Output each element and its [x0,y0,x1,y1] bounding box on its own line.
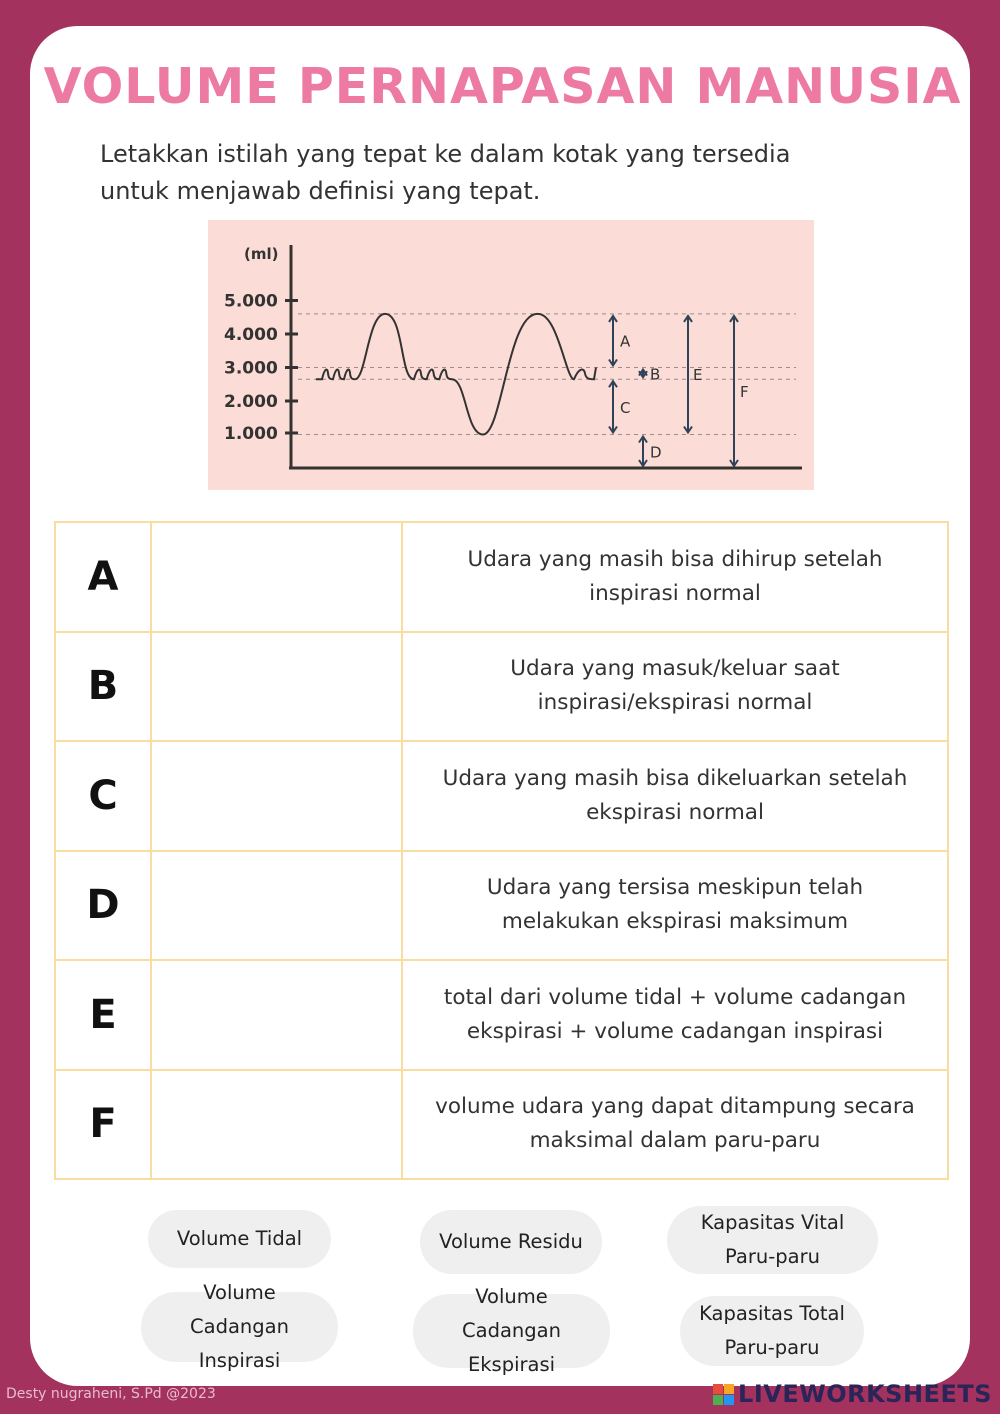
option-chip-volume-cadangan-ekspirasi[interactable] [413,1285,610,1376]
instruction-line-2: untuk menjawab definisi yang tepat. [100,177,541,205]
option-label: Kapasitas Vital [700,1211,845,1234]
row-letter: C [55,741,151,851]
drop-box-f[interactable] [151,1070,402,1180]
option-label: Volume Tidal [176,1227,303,1250]
spirogram-chart [208,220,814,490]
definition-line: ekspirasi + volume cadangan inspirasi [466,1018,884,1044]
definition-line: melakukan ekspirasi maksimum [501,909,849,935]
answer-row-c [55,741,948,851]
definition-line: inspirasi normal [589,580,761,606]
logo-square [724,1384,734,1394]
logo-square [724,1395,734,1405]
definition-text [402,632,948,742]
row-letter: D [55,851,151,961]
definition-line: Udara yang tersisa meskipun telah [486,875,864,901]
instruction-line-1: Letakkan istilah yang tepat ke dalam kotak yang tersedia [100,140,791,168]
answer-row-a [55,522,948,632]
drop-box-c[interactable] [151,741,402,851]
logo-square [713,1384,723,1394]
chart-y-label: (ml) [244,245,279,263]
option-label: Volume Cadangan [190,1281,289,1338]
answer-row-d [55,851,948,961]
option-chip-volume-residu[interactable] [420,1210,602,1274]
definition-line: Udara yang masih bisa dikeluarkan setelah [442,765,908,791]
drop-box-d[interactable] [151,851,402,961]
drop-box-a[interactable] [151,522,402,632]
liveworksheets-logo-icon [713,1384,734,1405]
definition-text [402,1070,948,1180]
option-chip-kapasitas-total[interactable] [680,1296,864,1366]
y-tick-label: 3.000 [224,358,278,379]
option-label: Kapasitas Total [699,1302,845,1325]
instruction-text [100,136,880,210]
credit-text: Desty nugraheni, S.Pd @2023 [6,1386,216,1402]
option-chip-volume-tidal[interactable] [148,1210,331,1268]
definition-line: ekspirasi normal [586,799,764,825]
answer-row-b [55,632,948,742]
definition-text [402,741,948,851]
answer-row-e [55,960,948,1070]
option-label-2: Inspirasi [198,1349,281,1372]
row-letter: E [55,960,151,1070]
answer-table [54,521,949,1180]
definition-line: total dari volume tidal + volume cadangan [443,984,907,1010]
option-label: Volume Cadangan [462,1285,561,1342]
bracket-label: F [740,382,749,401]
definition-line: inspirasi/ekspirasi normal [537,690,813,716]
drop-box-e[interactable] [151,960,402,1070]
definition-line: volume udara yang dapat ditampung secara [435,1094,915,1120]
definition-line: Udara yang masih bisa dihirup setelah [467,546,883,572]
page-title: VOLUME PERNAPASAN MANUSIA [43,58,962,115]
definition-line: maksimal dalam paru-paru [529,1128,821,1154]
bracket-label: E [693,366,703,385]
bracket-label: A [620,332,631,351]
definition-text [402,851,948,961]
row-letter: B [55,632,151,742]
spirogram-curve [316,314,596,435]
bracket-label: B [650,365,661,384]
spirogram-svg [208,220,814,490]
definition-text [402,960,948,1070]
option-chip-kapasitas-vital[interactable] [667,1206,878,1274]
y-tick-label: 5.000 [224,291,278,312]
option-chip-volume-cadangan-inspirasi[interactable] [141,1281,338,1372]
drop-box-b[interactable] [151,632,402,742]
option-label-2: Paru-paru [725,1245,820,1268]
y-tick-label: 2.000 [224,392,278,412]
y-tick-label: 1.000 [224,424,278,444]
bracket-label: C [620,398,631,417]
definition-text [402,522,948,632]
option-label-2: Paru-paru [724,1336,820,1359]
logo-square [713,1395,723,1405]
row-letter: F [55,1070,151,1180]
row-letter: A [55,522,151,632]
answer-row-f [55,1070,948,1180]
definition-line: Udara yang masuk/keluar saat [510,656,840,682]
brand-label: LIVEWORKSHEETS [738,1380,992,1408]
option-label-2: Ekspirasi [467,1353,556,1376]
y-tick-label: 4.000 [224,325,278,345]
bracket-label: D [650,443,662,462]
option-label: Volume Residu [439,1230,583,1253]
liveworksheets-brand[interactable] [713,1380,992,1408]
